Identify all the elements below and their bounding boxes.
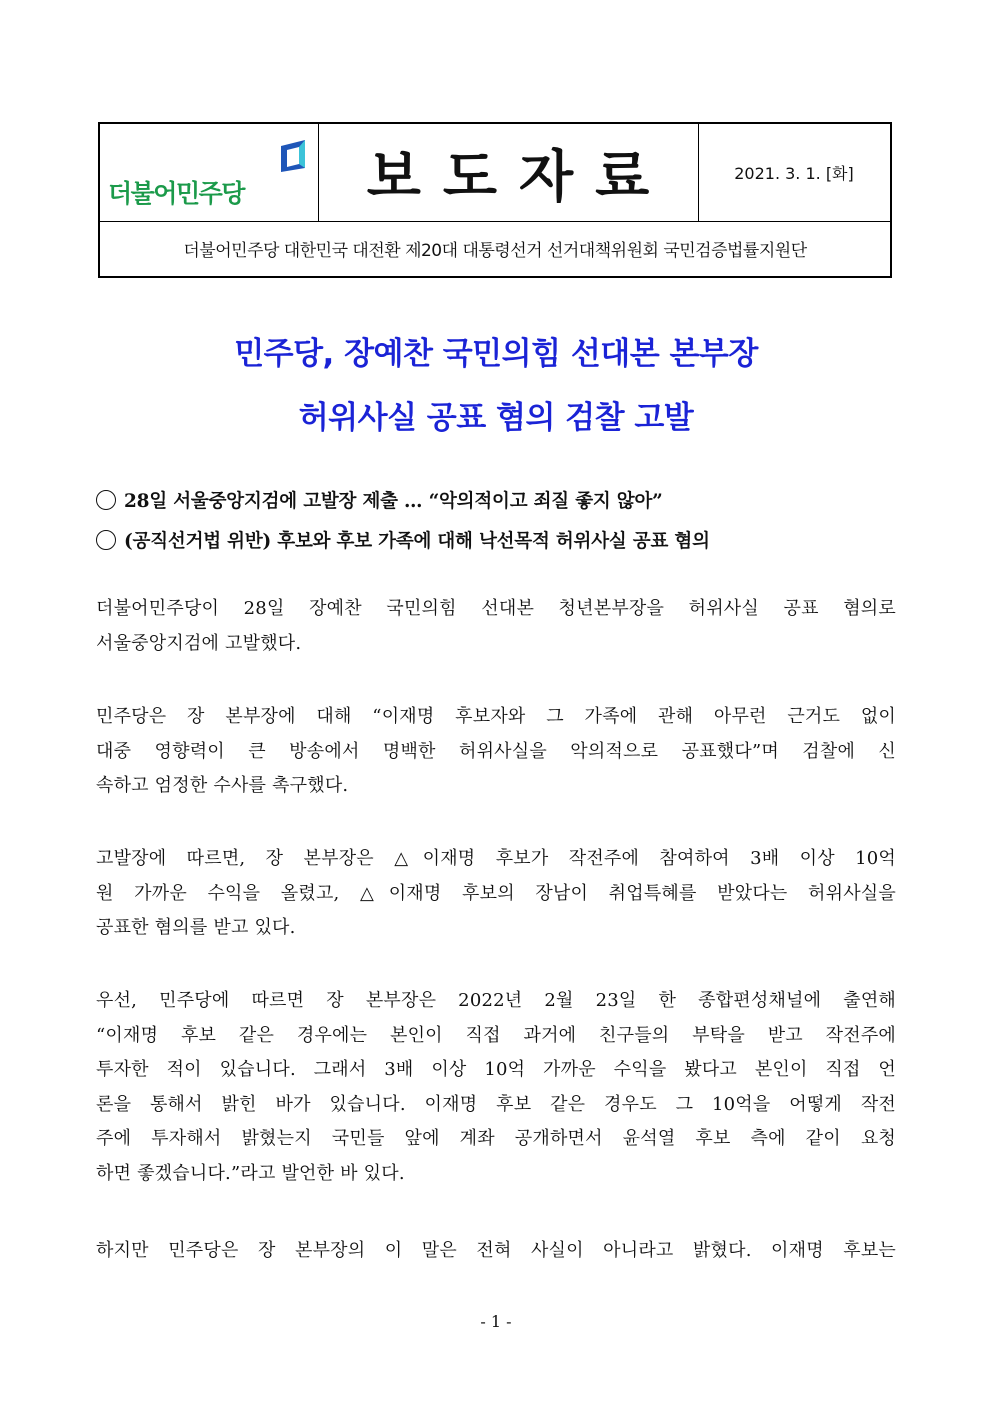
paragraph-line: “이재명 후보 같은 경우에는 본인이 직접 과거에 친구들의 부탁을 받고 작전주에 [96,1024,896,1046]
paragraph-line: 더불어민주당이 28일 장예찬 국민의힘 선대본 청년본부장을 허위사실 공표 혐의로 [96,598,896,619]
press-release-header [98,122,892,278]
paragraph-line: 서울중앙지검에 고발했다. [96,632,302,654]
paragraph-line: 하면 좋겠습니다.”라고 발언한 바 있다. [96,1162,405,1184]
paragraph-line: 공표한 혐의를 받고 있다. [96,917,296,938]
paragraph-line: 대중 영향력이 큰 방송에서 명백한 허위사실을 악의적으로 공표했다”며 검찰에 신 [96,740,896,762]
paragraph-line: 속하고 엄정한 수사를 촉구했다. [96,775,349,796]
circle-bullet-icon [96,490,116,510]
paragraph-line: 민주당은 장 본부장에 대해 “이재명 후보자와 그 가족에 관해 아무런 근거도 없이 [96,706,896,727]
page-number: - 1 - [480,1312,512,1331]
paragraph-line: 고발장에 따르면, 장 본부장은 △이재명 후보가 작전주에 참여하여 3배 이상 10억 [96,848,896,869]
summary-bullet: 28일 서울중앙지검에 고발장 제출 … “악의적이고 죄질 좋지 않아” [96,487,663,513]
doc-type-title: 보도자료 [366,144,672,210]
header-bottom-row [100,221,890,276]
party-logo-icon [278,138,308,174]
body-paragraph [96,1234,896,1269]
date-cell [698,124,890,221]
headline-line-1: 민주당, 장예찬 국민의힘 선대본 본부장 [234,336,758,372]
doc-type-cell [318,124,699,221]
organization-name: 더불어민주당 대한민국 대전환 제20대 대통령선거 선거대책위원회 국민검증법률지원단 [183,241,807,261]
circle-bullet-icon [96,530,116,550]
paragraph-line: 주에 투자해서 밝혔는지 국민들 앞에 계좌 공개하면서 윤석열 후보 측에 같이 요청 [96,1128,896,1149]
paragraph-line: 우선, 민주당에 따르면 장 본부장은 2022년 2월 23일 한 종합편성채널에 출연해 [96,990,896,1011]
headline-line-2: 허위사실 공표 혐의 검찰 고발 [298,400,694,436]
party-logo-text: 더불어민주당 [108,179,244,208]
paragraph-line: 투자한 적이 있습니다. 그래서 3배 이상 10억 가까운 수익을 봤다고 본인이 직접 언 [96,1059,896,1080]
header-top-row [100,124,890,222]
paragraph-line: 원 가까운 수익을 올렸고, △이재명 후보의 장남이 취업특혜를 받았다는 허위사실을 [96,882,896,904]
body-paragraph [96,984,896,1191]
summary-bullet: (공직선거법 위반) 후보와 후보 가족에 대해 낙선목적 허위사실 공표 혐의 [96,527,710,553]
release-date: 2021. 3. 1. [화] [734,164,854,183]
paragraph-line: 론을 통해서 밝힌 바가 있습니다. 이재명 후보 같은 경우도 그 10억을 어떻게 작전 [96,1093,896,1115]
party-logo-cell [100,124,319,221]
paragraph-line: 하지만 민주당은 장 본부장의 이 말은 전혀 사실이 아니라고 밝혔다. 이재명 후보는 [96,1240,896,1261]
body-paragraph [96,700,896,804]
body-paragraph [96,592,896,661]
body-paragraph [96,842,896,946]
